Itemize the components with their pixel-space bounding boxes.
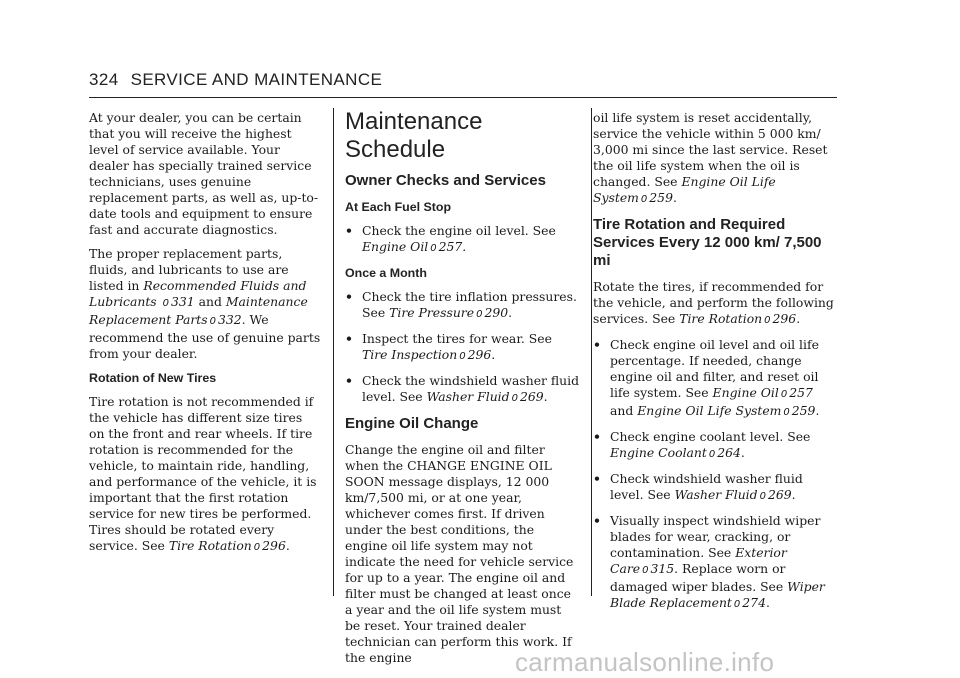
page-ref-icon: 0	[733, 599, 741, 610]
xref-label: Recommended Fluids and Lubricants	[89, 278, 307, 309]
list-item	[345, 331, 580, 365]
xref-tire-pressure[interactable]	[389, 305, 508, 320]
xref-label: Exterior Care	[610, 545, 787, 576]
xref-label: Tire Pressure	[389, 305, 475, 320]
page-ref-icon: 0	[764, 315, 771, 326]
xref-page: 296	[262, 538, 286, 553]
text: Check windshield washer fluid level. See	[610, 471, 803, 502]
xref-label: Washer Fluid	[426, 389, 510, 404]
text: . We recommend the use of genuine parts from your dealer.	[89, 312, 321, 361]
xref-page: 290	[484, 305, 509, 320]
heading-once-a-month: Once a Month	[345, 266, 427, 280]
xref-label: Engine Coolant	[610, 445, 707, 460]
heading-tire-rotation-services: Tire Rotation and Required Services Every 12 000 km/ 7,500 mi	[593, 216, 822, 269]
xref-label: Tire Rotation	[168, 538, 252, 553]
text: Check the tire inflation pressures. See	[362, 289, 577, 320]
page-ref-icon: 0	[430, 243, 437, 254]
page-ref-icon: 0	[640, 194, 648, 205]
bullet-icon: •	[345, 331, 353, 346]
column-1	[89, 110, 321, 564]
parts-paragraph	[89, 246, 321, 362]
xref-engine-oil[interactable]	[713, 385, 813, 400]
xref-washer-fluid[interactable]	[675, 487, 792, 502]
xref-label: Engine Oil	[362, 239, 429, 254]
xref-page: 257	[438, 239, 463, 254]
page-ref-icon: 0	[780, 389, 788, 400]
chapter-title: SERVICE AND MAINTENANCE	[130, 70, 383, 89]
text: and	[610, 403, 638, 418]
text: .	[796, 311, 801, 326]
xref-label: Maintenance Replacement Parts	[89, 294, 308, 327]
text: Inspect the tires for wear. See	[362, 331, 552, 346]
bullet-icon: •	[593, 513, 601, 528]
page-ref-icon: 0	[209, 316, 216, 327]
text: .	[285, 538, 290, 553]
text: Check the engine oil level. See	[362, 223, 556, 238]
page-ref-icon: 0	[459, 351, 466, 362]
bullet-icon: •	[593, 337, 601, 352]
column-2	[345, 110, 580, 674]
list-item	[593, 513, 837, 613]
text: . Replace worn or damaged wiper blades. See	[610, 561, 788, 594]
oil-reset-paragraph	[593, 110, 837, 208]
page-ref-icon: 0	[253, 542, 261, 553]
text: Check the windshield washer fluid level. See	[362, 373, 580, 404]
text: The proper replacement parts, fluids, and lubricants to use are listed in	[89, 246, 289, 293]
xref-page: 259	[649, 190, 673, 205]
text: Rotate the tires, if recommended for the vehicle, and perform the following services. See	[593, 279, 834, 326]
list-item	[593, 337, 837, 421]
text: .	[491, 347, 496, 362]
xref-page: 257	[789, 385, 813, 400]
xref-label: Tire Rotation	[679, 311, 763, 326]
xref-page: 296	[772, 311, 797, 326]
heading-engine-oil-change: Engine Oil Change	[345, 415, 479, 432]
header-rule	[89, 97, 837, 98]
heading-rotation-new-tires: Rotation of New Tires	[89, 371, 217, 385]
page-ref-icon: 0	[162, 298, 169, 309]
list-item	[593, 429, 837, 463]
page-ref-icon: 0	[708, 449, 716, 460]
column-divider-2	[591, 108, 592, 596]
xref-page: 331	[171, 294, 195, 309]
page-number: 324	[89, 70, 119, 89]
page-ref-icon: 0	[783, 407, 790, 418]
text: Visually inspect windshield wiper blades for wear, cracking, or contamination. See	[610, 513, 821, 560]
text: oil life system is reset accidentally, service the vehicle within 5 000 km/ 3,000 mi since the last service. Reset the oil life system when the oil is changed. See	[593, 110, 828, 189]
text: Tire rotation is not recommended if the vehicle has different size tires on the front and rear wheels. If tire rotation is recommended for the vehicle, to maintain ride, handling, and performance of the vehicle, it is important that the first rotation service for new tires be performed. Tires should be rotated every service. See	[89, 394, 317, 553]
bullet-icon: •	[593, 429, 601, 444]
rotate-paragraph	[593, 279, 837, 329]
bullet-icon: •	[345, 289, 353, 304]
xref-page: 259	[791, 403, 816, 418]
section-title: Maintenance Schedule	[345, 108, 483, 163]
xref-page: 274	[742, 595, 766, 610]
text: .	[508, 305, 513, 320]
text: and	[194, 294, 226, 309]
watermark: carmanualsonline.info	[515, 647, 775, 677]
text: .	[543, 389, 548, 404]
xref-label: Engine Oil Life System	[593, 174, 776, 205]
xref-engine-oil[interactable]	[362, 239, 462, 254]
xref-oil-life-system[interactable]	[637, 403, 815, 418]
text: .	[815, 403, 820, 418]
text: .	[462, 239, 467, 254]
page-ref-icon: 0	[642, 565, 649, 576]
xref-tire-rotation[interactable]	[679, 311, 796, 326]
xref-label: Washer Fluid	[674, 487, 758, 502]
xref-engine-coolant[interactable]	[610, 445, 741, 460]
xref-washer-fluid[interactable]	[427, 389, 544, 404]
xref-page: 264	[717, 445, 741, 460]
xref-tire-inspection[interactable]	[362, 347, 491, 362]
text: Check engine oil level and oil life percentage. If needed, change engine oil and filter, and reset oil life system. See	[610, 337, 819, 400]
xref-page: 296	[467, 347, 492, 362]
list-item	[345, 289, 580, 323]
page-ref-icon: 0	[759, 491, 766, 502]
xref-label: Tire Inspection	[362, 347, 458, 362]
xref-label: Engine Oil	[712, 385, 779, 400]
bullet-icon: •	[345, 373, 353, 388]
list-item	[593, 471, 837, 505]
heading-owner-checks: Owner Checks and Services	[345, 172, 546, 189]
list-item	[345, 223, 580, 257]
text: Check engine coolant level. See	[610, 429, 811, 444]
page-ref-icon: 0	[476, 309, 483, 320]
xref-tire-rotation[interactable]	[169, 538, 286, 553]
xref-page: 332	[218, 312, 242, 327]
page-header	[89, 70, 382, 90]
rotation-paragraph	[89, 394, 321, 556]
text: .	[672, 190, 677, 205]
xref-page: 269	[767, 487, 792, 502]
bullet-icon: •	[345, 223, 353, 238]
oil-change-paragraph: Change the engine oil and filter when the CHANGE ENGINE OIL SOON message displays, 12 000 km/7,500 mi, or at one year, whichever comes first. If driven under the best conditions, the engine oil life system may not indicate the need for vehicle service for up to a year. The engine oil and filter must be changed at least once a year and the oil life system must be reset. Your trained dealer technician can perform this work. If the engine	[345, 442, 574, 665]
xref-label: Wiper Blade Replacement	[610, 579, 825, 610]
column-3	[593, 110, 837, 621]
list-item	[345, 373, 580, 407]
bullet-icon: •	[593, 471, 601, 486]
xref-label: Engine Oil Life System	[637, 403, 782, 418]
page-ref-icon: 0	[511, 393, 518, 404]
text: .	[791, 487, 796, 502]
dealer-paragraph: At your dealer, you can be certain that you will receive the highest level of service available. Your dealer has specially trained service technicians, uses genuine replacement parts, as well as, up-to-date tools and equipment to ensure fast and accurate diagnostics.	[89, 110, 319, 237]
text: .	[765, 595, 770, 610]
xref-page: 315	[650, 561, 675, 576]
heading-each-fuel-stop: At Each Fuel Stop	[345, 200, 452, 214]
xref-page: 269	[519, 389, 544, 404]
column-divider-1	[333, 108, 334, 596]
text: .	[740, 445, 745, 460]
